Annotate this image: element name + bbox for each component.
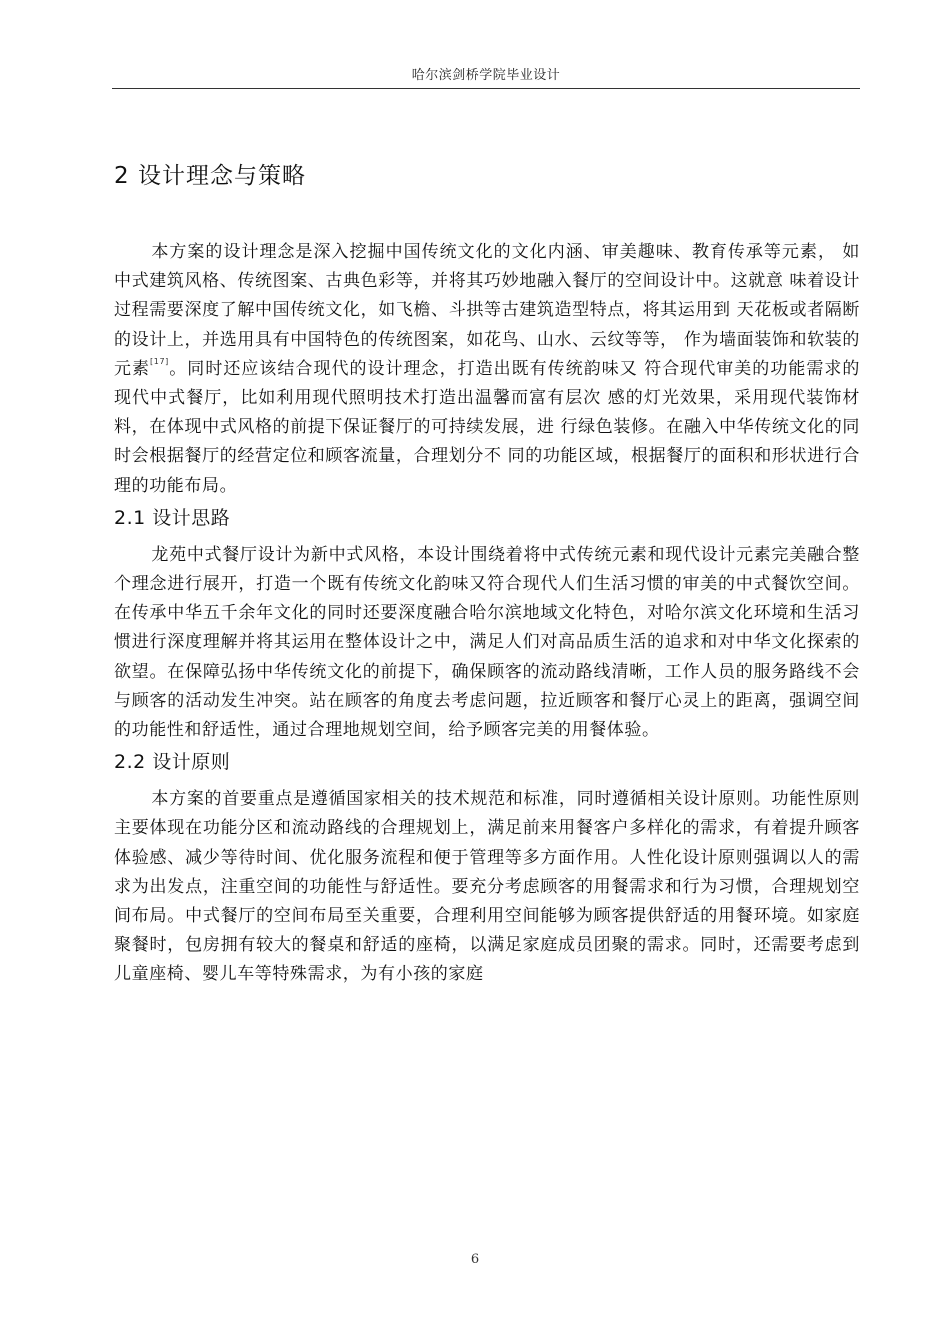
header-rule: [112, 88, 860, 89]
citation-ref: [17]: [150, 356, 169, 366]
page-content: [114, 156, 860, 990]
chapter-title: 2 设计理念与策略: [114, 163, 306, 189]
section-title-design-ideas: 2.1 设计思路: [114, 506, 231, 529]
section-paragraph-design-ideas: 龙苑中式餐厅设计为新中式风格，本设计围绕着将中式传统元素和现代设计元素完美融合整个理念进行展开，打造一个既有传统文化韵味又符合现代人们生活习惯的审美的中式餐饮空间。在传承中华五千余年文化的同时还要深度融合哈尔滨地域文化特色，对哈尔滨文化环境和生活习惯进行深度理解并将其运用在整体设计之中，满足人们对高品质生活的追求和对中华文化探索的欲望。在保障弘扬中华传统文化的前提下，确保顾客的流动路线清晰，工作人员的服务路线不会与顾客的活动发生冲突。站在顾客的角度去考虑问题，拉近顾客和餐厅心灵上的距离，强调空间的功能性和舒适性，通过合理地规划空间，给予顾客完美的用餐体验。: [114, 544, 860, 741]
section-title-design-principles: 2.2 设计原则: [114, 751, 231, 774]
intro-text-part-1: 本方案的设计理念是深入挖掘中国传统文化的文化内涵、审美趣味、教育传承等元素， 如中式建筑风格、传统图案、古典色彩等，并将其巧妙地融入餐厅的空间设计中。这就意 味着设计过程需要深度了解中国传统文化，如飞檐、斗拱等古建筑造型特点，将其运用到 天花板或者隔断的设计上，并选用具有中国特色的传统图案，如花鸟、山水、云纹等等， 作为墙面装饰和软装的元素: [114, 242, 860, 379]
running-header: 哈尔滨剑桥学院毕业设计: [411, 68, 561, 83]
intro-text-part-2: 。同时还应该结合现代的设计理念，打造出既有传统韵味又 符合现代审美的功能需求的现代中式餐厅，比如利用现代照明技术打造出温馨而富有层次 感的灯光效果，采用现代装饰材料，在体现中式风格的前提下保证餐厅的可持续发展，进 行绿色装修。在融入中华传统文化的同时会根据餐厅的经营定位和顾客流量，合理划分不 同的功能区域，根据餐厅的面积和形状进行合理的功能布局。: [114, 358, 860, 496]
page-number: 6: [470, 1252, 480, 1267]
chapter-intro-paragraph: [114, 238, 860, 501]
section-paragraph-design-principles: 本方案的首要重点是遵循国家相关的技术规范和标准，同时遵循相关设计原则。功能性原则主要体现在功能分区和流动路线的合理规划上，满足前来用餐客户多样化的需求，有着提升顾客体验感、减少等待时间、优化服务流程和便于管理等多方面作用。人性化设计原则强调以人的需求为出发点，注重空间的功能性与舒适性。要充分考虑顾客的用餐需求和行为习惯，合理规划空间布局。中式餐厅的空间布局至关重要，合理利用空间能够为顾客提供舒适的用餐环境。如家庭聚餐时，包房拥有较大的餐桌和舒适的座椅，以满足家庭成员团聚的需求。同时，还需要考虑到儿童座椅、婴儿车等特殊需求，为有小孩的家庭: [114, 789, 860, 985]
